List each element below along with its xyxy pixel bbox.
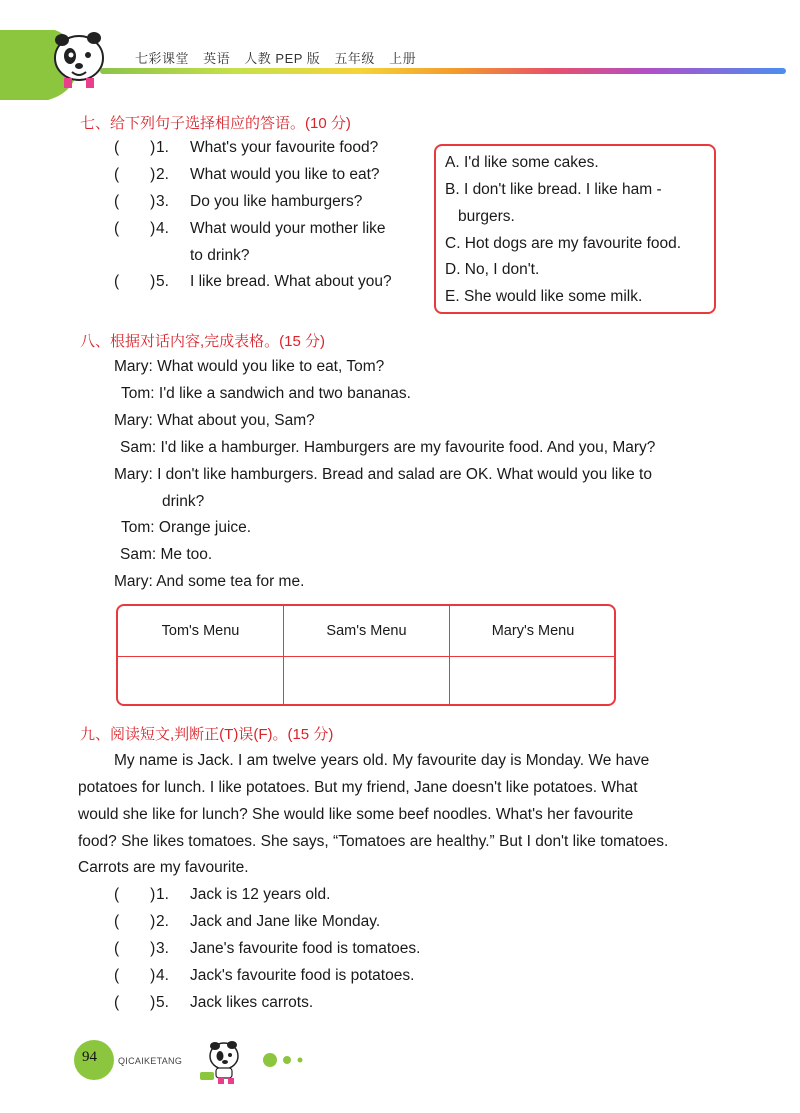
speaker: Mary: — [114, 358, 153, 375]
dialogue-text: Me too. — [160, 546, 213, 563]
question-number: 2. — [156, 166, 169, 183]
option-c: C. Hot dogs are my favourite food. — [445, 235, 682, 252]
speaker: Mary: — [114, 573, 153, 590]
header-volume: 上册 — [389, 51, 417, 66]
dialogue-text: I'd like a hamburger. Hamburgers are my favourite food. And you, Mary? — [160, 439, 656, 456]
question-text: Jane's favourite food is tomatoes. — [190, 940, 421, 957]
option-b-cont: burgers. — [458, 208, 515, 225]
answer-blank[interactable]: ( ) — [114, 220, 156, 237]
dialogue-line-2 — [121, 384, 411, 404]
section7-options-box — [434, 144, 716, 314]
menu-column-mary — [450, 606, 616, 704]
section7-question-1 — [114, 138, 378, 158]
option-a: A. I'd like some cakes. — [445, 154, 599, 171]
answer-blank[interactable]: ( ) — [114, 193, 156, 210]
answer-blank[interactable]: ( ) — [114, 886, 156, 903]
dialogue-line-7 — [120, 545, 212, 565]
option-b: B. I don't like bread. I like ham - — [445, 181, 662, 198]
dialogue-text: Orange juice. — [158, 519, 252, 536]
speaker: Tom: — [121, 519, 155, 536]
dialogue-line-3 — [114, 411, 315, 431]
passage-line-2: potatoes for lunch. I like potatoes. But my friend, Jane doesn't like potatoes. What — [78, 779, 638, 796]
header-rainbow-bar — [100, 68, 786, 74]
header-edition: 人教 PEP 版 — [244, 51, 321, 66]
question-number: 5. — [156, 273, 169, 290]
question-text: Jack and Jane like Monday. — [190, 913, 381, 930]
option-d: D. No, I don't. — [445, 261, 540, 278]
question-text: Jack likes carrots. — [190, 994, 314, 1011]
page-number: 94 — [82, 1049, 97, 1065]
answer-blank[interactable]: ( ) — [114, 994, 156, 1011]
dialogue-line-5 — [114, 465, 652, 485]
dialogue-text: I'd like a sandwich and two bananas. — [158, 385, 411, 402]
section9-title: 九、阅读短文,判断正(T)误(F)。(15 分) — [80, 726, 334, 743]
question-number: 3. — [156, 940, 169, 957]
menu-header-mary: Mary's Menu — [450, 606, 616, 657]
dialogue-line-8 — [114, 572, 304, 592]
dialogue-text: I don't like hamburgers. Bread and salad are OK. What would you like to — [157, 466, 652, 483]
section7-question-2 — [114, 165, 380, 185]
section7-question-4-cont: to drink? — [190, 247, 250, 264]
section7-question-4 — [114, 219, 386, 239]
menu-table — [116, 604, 616, 706]
speaker: Mary: — [114, 466, 153, 483]
section9-question-4 — [114, 966, 414, 986]
passage-line-4: food? She likes tomatoes. She says, “Tomatoes are healthy.” But I don't like tomatoes. — [78, 833, 669, 850]
dialogue-line-4 — [120, 438, 655, 458]
speaker: Sam: — [120, 439, 157, 456]
menu-column-sam — [284, 606, 450, 704]
question-text: Do you like hamburgers? — [190, 193, 363, 210]
header-grade: 五年级 — [334, 51, 375, 66]
option-e: E. She would like some milk. — [445, 288, 643, 305]
answer-blank[interactable]: ( ) — [114, 139, 156, 156]
header-series: 七彩课堂 — [135, 51, 190, 66]
question-text: What's your favourite food? — [190, 139, 379, 156]
section7-title: 七、给下列句子选择相应的答语。(10 分) — [80, 115, 351, 132]
answer-blank[interactable]: ( ) — [114, 273, 156, 290]
question-number: 4. — [156, 220, 169, 237]
page-header — [0, 0, 800, 100]
section9-question-1 — [114, 885, 330, 905]
question-number: 2. — [156, 913, 169, 930]
section9-question-5 — [114, 993, 313, 1013]
footer-dots-decoration — [262, 1050, 312, 1070]
section9-question-3 — [114, 939, 420, 959]
question-number: 4. — [156, 967, 169, 984]
dialogue-line-1 — [114, 357, 384, 377]
section7-question-3 — [114, 192, 362, 212]
section9-question-2 — [114, 912, 380, 932]
panda-mascot-icon — [48, 28, 110, 92]
passage-line-3: would she like for lunch? She would like some beef noodles. What's her favourite — [78, 806, 634, 823]
menu-column-tom — [118, 606, 284, 704]
section8-title: 八、根据对话内容,完成表格。(15 分) — [80, 333, 326, 350]
question-number: 3. — [156, 193, 169, 210]
answer-blank[interactable]: ( ) — [114, 166, 156, 183]
speaker: Sam: — [120, 546, 157, 563]
footer-brand: QICAIKETANG — [118, 1056, 183, 1066]
speaker: Mary: — [114, 412, 153, 429]
dialogue-line-6 — [121, 518, 251, 538]
menu-header-sam: Sam's Menu — [284, 606, 449, 657]
question-text: What would you like to eat? — [190, 166, 380, 183]
answer-blank[interactable]: ( ) — [114, 940, 156, 957]
menu-header-tom: Tom's Menu — [118, 606, 283, 657]
dialogue-text: What would you like to eat, Tom? — [157, 358, 385, 375]
answer-blank[interactable]: ( ) — [114, 967, 156, 984]
header-subject: 英语 — [203, 51, 231, 66]
question-text: Jack's favourite food is potatoes. — [190, 967, 415, 984]
question-text: I like bread. What about you? — [190, 273, 392, 290]
dialogue-text: What about you, Sam? — [157, 412, 315, 429]
dialogue-line-5-cont: drink? — [162, 493, 205, 510]
question-text: What would your mother like — [190, 220, 386, 237]
passage-line-5: Carrots are my favourite. — [78, 859, 249, 876]
panda-mascot-icon — [196, 1038, 246, 1086]
answer-blank[interactable]: ( ) — [114, 913, 156, 930]
question-number: 5. — [156, 994, 169, 1011]
speaker: Tom: — [121, 385, 155, 402]
header-series-info — [135, 48, 426, 67]
question-number: 1. — [156, 886, 169, 903]
passage-line-1: My name is Jack. I am twelve years old. My favourite day is Monday. We have — [114, 752, 650, 769]
question-text: Jack is 12 years old. — [190, 886, 331, 903]
question-number: 1. — [156, 139, 169, 156]
dialogue-text: And some tea for me. — [156, 573, 305, 590]
section7-question-5 — [114, 272, 392, 292]
